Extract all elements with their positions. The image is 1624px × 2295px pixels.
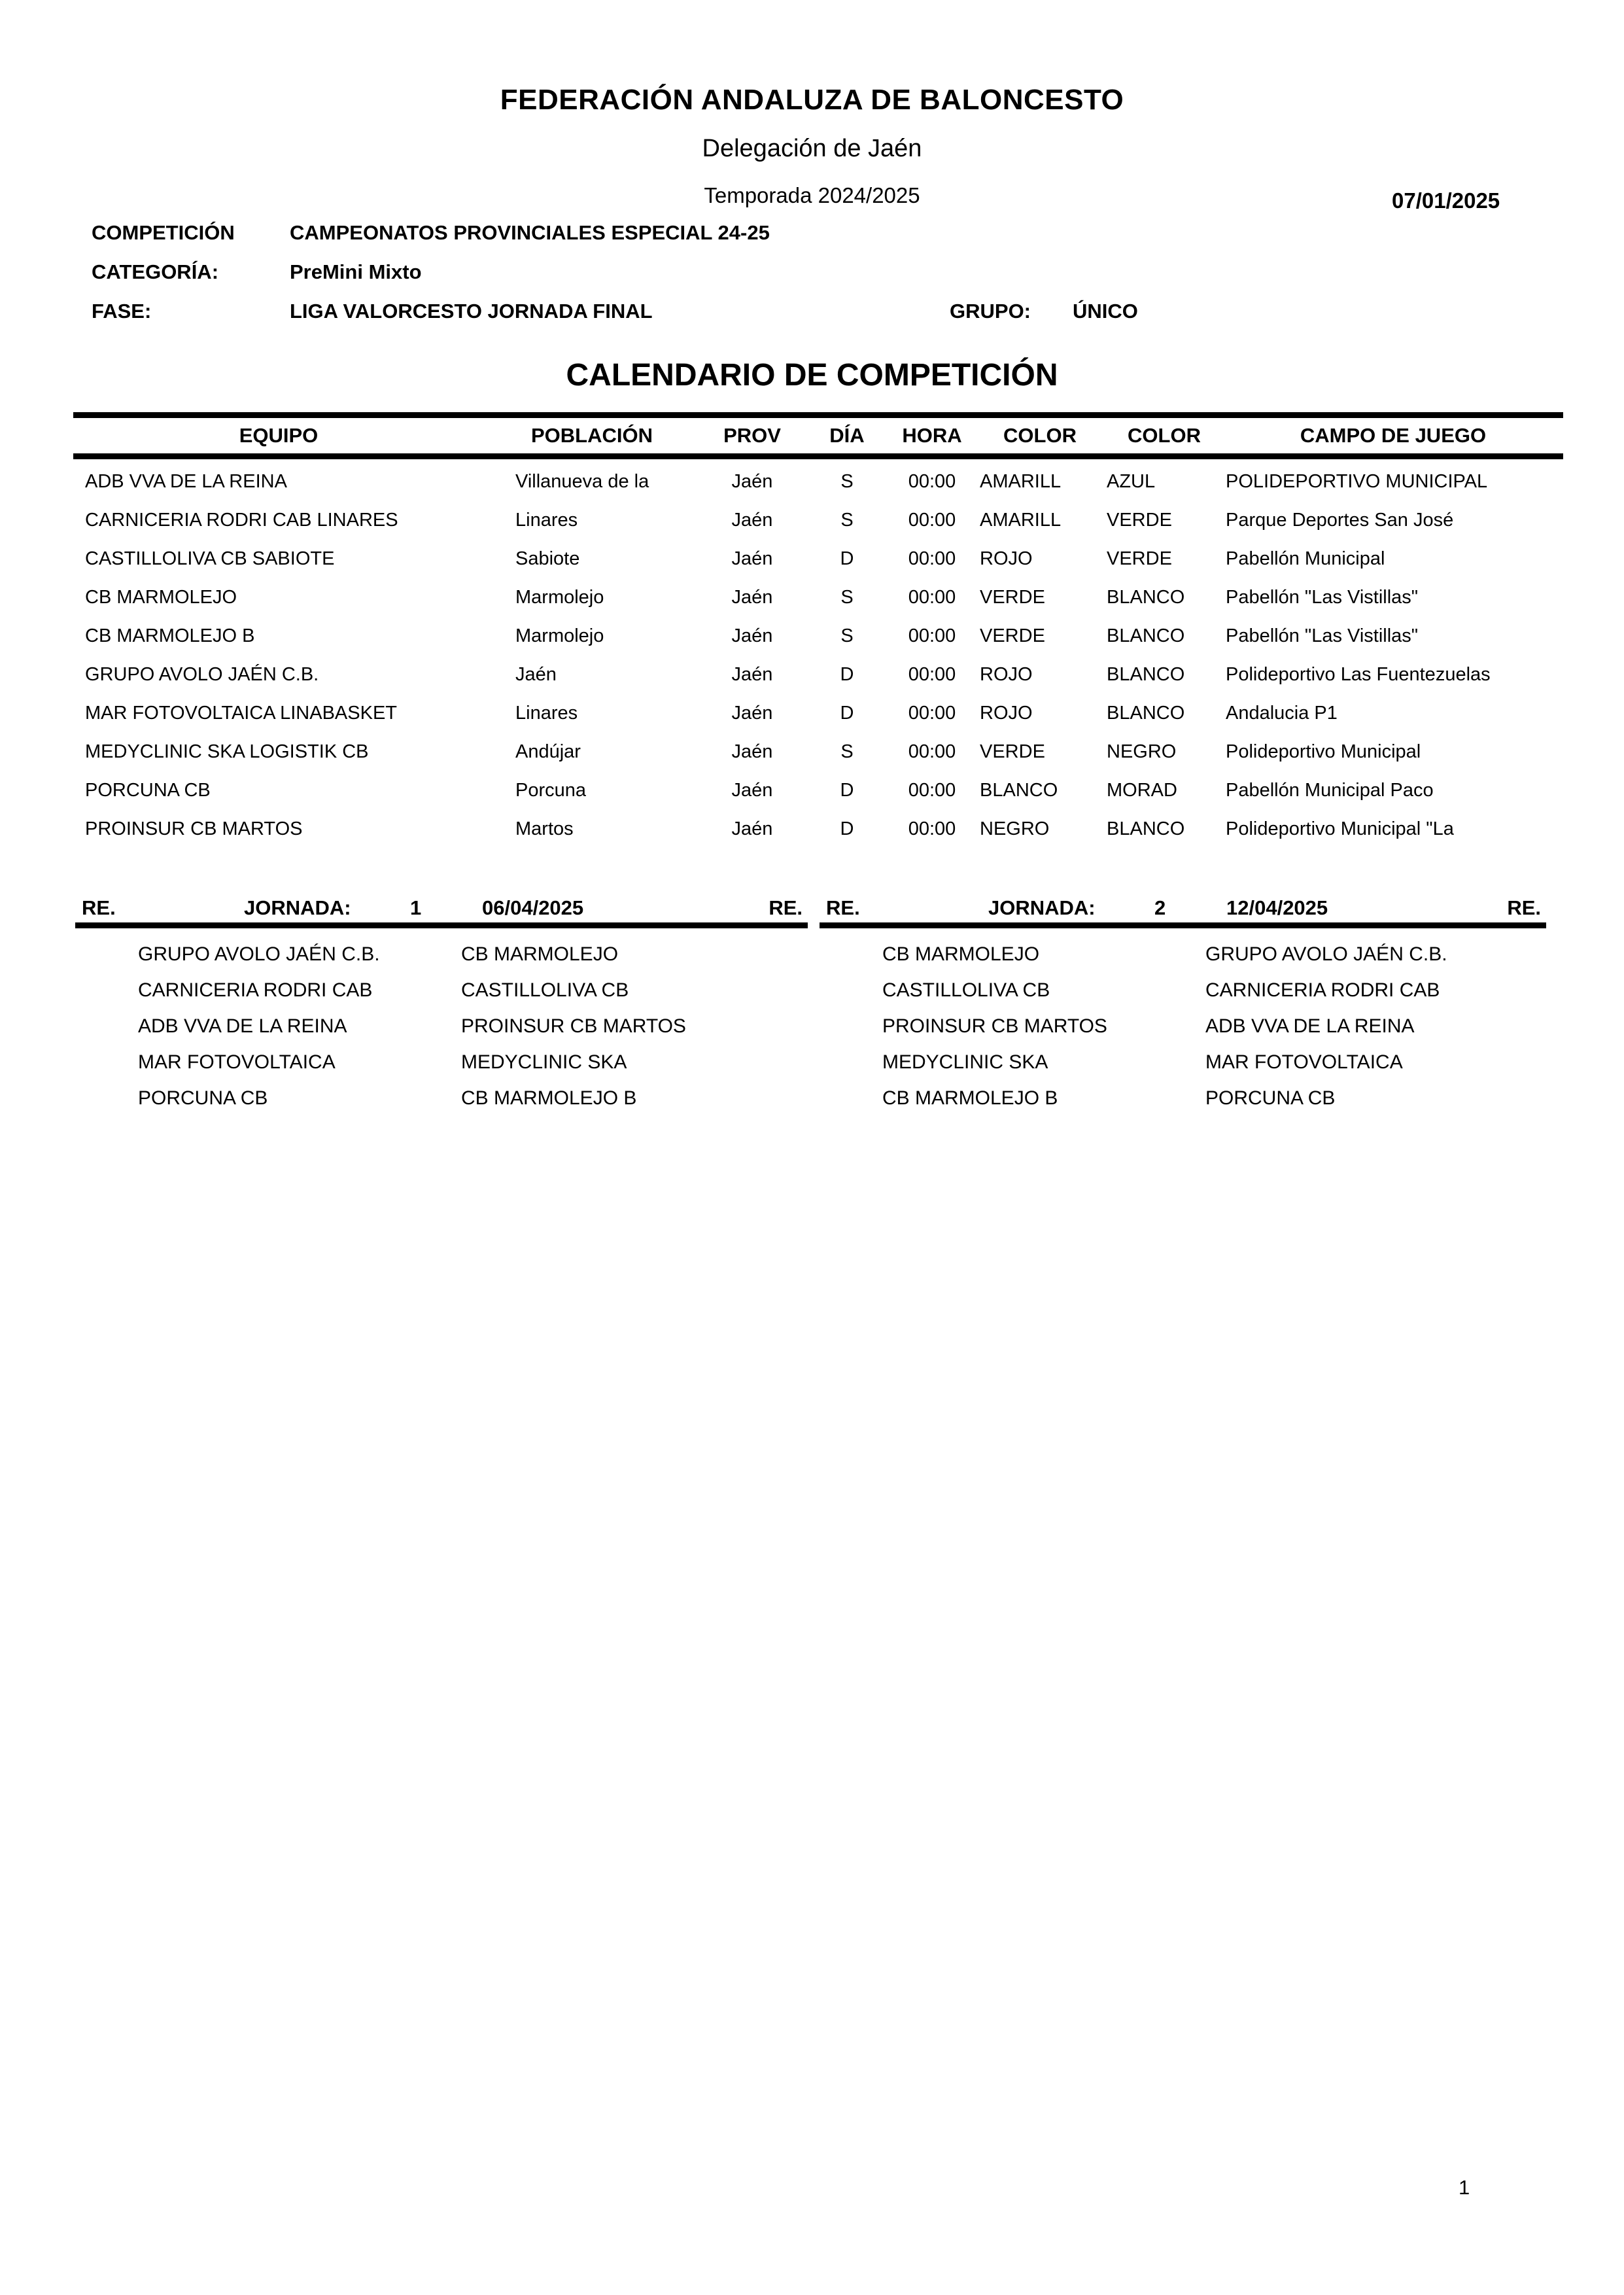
cell-color1: ROJO — [980, 703, 1033, 724]
away-team: MEDYCLINIC SKA — [461, 1051, 627, 1073]
table-row — [73, 578, 1563, 617]
cell-prov: Jaén — [731, 510, 773, 531]
cell-color2: VERDE — [1107, 510, 1172, 531]
cell-equipo: CARNICERIA RODRI CAB LINARES — [85, 510, 398, 531]
cell-hora: 00:00 — [908, 548, 956, 569]
cell-equipo: CB MARMOLEJO — [85, 587, 237, 608]
jornada-2-rule — [820, 922, 1546, 928]
match-row — [820, 1008, 1546, 1044]
cell-color2: BLANCO — [1107, 664, 1185, 685]
cell-prov: Jaén — [731, 703, 773, 724]
col-header-equipo: EQUIPO — [239, 424, 319, 447]
cell-dia: D — [840, 818, 854, 839]
jornada-1-header — [75, 896, 808, 922]
match-row — [75, 1044, 808, 1080]
col-header-campo: CAMPO DE JUEGO — [1300, 424, 1487, 447]
away-team: MAR FOTOVOLTAICA — [1205, 1051, 1403, 1073]
group-value: ÚNICO — [1073, 300, 1138, 323]
category-label: CATEGORÍA: — [92, 260, 219, 283]
cell-campo: Polideportivo Las Fuentezuelas — [1226, 664, 1491, 685]
jornada-1-rule — [75, 922, 808, 928]
table-row — [73, 810, 1563, 849]
home-team: CASTILLOLIVA CB — [882, 979, 1050, 1001]
match-row — [820, 972, 1546, 1008]
home-team: PROINSUR CB MARTOS — [882, 1015, 1107, 1037]
cell-equipo: MAR FOTOVOLTAICA LINABASKET — [85, 703, 397, 724]
result-column-label-left: RE. — [826, 896, 860, 919]
away-team: GRUPO AVOLO JAÉN C.B. — [1205, 943, 1447, 965]
phase-label: FASE: — [92, 300, 152, 323]
table-row — [73, 617, 1563, 656]
cell-equipo: CB MARMOLEJO B — [85, 625, 255, 646]
col-header-color2: COLOR — [1128, 424, 1201, 447]
cell-equipo: ADB VVA DE LA REINA — [85, 471, 287, 492]
cell-hora: 00:00 — [908, 664, 956, 685]
cell-dia: D — [840, 780, 854, 801]
cell-equipo: PORCUNA CB — [85, 780, 211, 801]
cell-dia: S — [840, 587, 854, 608]
cell-poblacion: Jaén — [515, 664, 557, 685]
cell-color2: AZUL — [1107, 471, 1156, 492]
cell-color1: VERDE — [980, 587, 1045, 608]
cell-campo: Parque Deportes San José — [1226, 510, 1454, 531]
cell-color1: ROJO — [980, 548, 1033, 569]
cell-color2: BLANCO — [1107, 625, 1185, 646]
cell-dia: S — [840, 510, 854, 531]
jornada-number: 2 — [1154, 896, 1166, 919]
home-team: MAR FOTOVOLTAICA — [138, 1051, 336, 1073]
cell-hora: 00:00 — [908, 741, 956, 762]
cell-color2: BLANCO — [1107, 818, 1185, 839]
teams-table — [73, 412, 1563, 849]
cell-campo: Pabellón Municipal Paco — [1226, 780, 1434, 801]
report-date: 07/01/2025 — [1392, 188, 1500, 213]
cell-prov: Jaén — [731, 548, 773, 569]
cell-color1: AMARILL — [980, 510, 1062, 531]
home-team: GRUPO AVOLO JAÉN C.B. — [138, 943, 380, 965]
match-row — [75, 1008, 808, 1044]
cell-color1: NEGRO — [980, 818, 1050, 839]
cell-poblacion: Linares — [515, 510, 578, 531]
cell-color1: VERDE — [980, 741, 1045, 762]
competition-label: COMPETICIÓN — [92, 221, 235, 244]
table-header-row — [73, 418, 1563, 453]
cell-color1: BLANCO — [980, 780, 1058, 801]
away-team: PORCUNA CB — [1205, 1087, 1336, 1109]
away-team: ADB VVA DE LA REINA — [1205, 1015, 1415, 1037]
match-row — [75, 972, 808, 1008]
result-column-label-right: RE. — [769, 896, 803, 919]
cell-prov: Jaén — [731, 587, 773, 608]
cell-color2: BLANCO — [1107, 703, 1185, 724]
group-label: GRUPO: — [950, 300, 1031, 323]
jornada-number: 1 — [410, 896, 422, 919]
page-number: 1 — [1459, 2176, 1470, 2199]
cell-prov: Jaén — [731, 471, 773, 492]
cell-prov: Jaén — [731, 741, 773, 762]
match-row — [820, 1044, 1546, 1080]
category-value: PreMini Mixto — [290, 260, 422, 283]
jornada-2-matches — [820, 928, 1546, 1116]
jornada-label: JORNADA: — [988, 896, 1096, 919]
table-header-rule — [73, 453, 1563, 459]
federation-title: FEDERACIÓN ANDALUZA DE BALONCESTO — [500, 84, 1124, 116]
cell-dia: S — [840, 741, 854, 762]
cell-poblacion: Villanueva de la — [515, 471, 649, 492]
away-team: CASTILLOLIVA CB — [461, 979, 629, 1001]
page-title: CALENDARIO DE COMPETICIÓN — [566, 358, 1058, 393]
cell-poblacion: Martos — [515, 818, 574, 839]
cell-poblacion: Porcuna — [515, 780, 587, 801]
home-team: ADB VVA DE LA REINA — [138, 1015, 347, 1037]
away-team: CARNICERIA RODRI CAB — [1205, 979, 1440, 1001]
season-line: Temporada 2024/2025 — [704, 183, 920, 207]
jornada-1-matches — [75, 928, 808, 1116]
cell-campo: Pabellón "Las Vistillas" — [1226, 587, 1419, 608]
match-row — [75, 936, 808, 972]
cell-hora: 00:00 — [908, 625, 956, 646]
table-body — [73, 459, 1563, 849]
cell-poblacion: Marmolejo — [515, 587, 604, 608]
col-header-hora: HORA — [902, 424, 962, 447]
away-team: CB MARMOLEJO B — [461, 1087, 637, 1109]
cell-dia: D — [840, 664, 854, 685]
result-column-label-left: RE. — [82, 896, 116, 919]
cell-poblacion: Andújar — [515, 741, 581, 762]
home-team: CARNICERIA RODRI CAB — [138, 979, 373, 1001]
cell-color1: AMARILL — [980, 471, 1062, 492]
away-team: PROINSUR CB MARTOS — [461, 1015, 686, 1037]
cell-color2: MORAD — [1107, 780, 1177, 801]
jornada-date: 12/04/2025 — [1226, 896, 1328, 919]
col-header-poblacion: POBLACIÓN — [531, 424, 653, 447]
table-row — [73, 694, 1563, 733]
competition-value: CAMPEONATOS PROVINCIALES ESPECIAL 24-25 — [290, 221, 770, 244]
table-row — [73, 771, 1563, 810]
cell-campo: Polideportivo Municipal — [1226, 741, 1421, 762]
cell-equipo: GRUPO AVOLO JAÉN C.B. — [85, 664, 319, 685]
cell-dia: S — [840, 471, 854, 492]
cell-prov: Jaén — [731, 664, 773, 685]
match-row — [75, 1080, 808, 1116]
away-team: CB MARMOLEJO — [461, 943, 619, 965]
match-row — [820, 1080, 1546, 1116]
table-row — [73, 501, 1563, 540]
jornada-label: JORNADA: — [244, 896, 351, 919]
cell-campo: Pabellón "Las Vistillas" — [1226, 625, 1419, 646]
jornada-1-block — [75, 896, 808, 1116]
table-row — [73, 656, 1563, 694]
cell-campo: Pabellón Municipal — [1226, 548, 1385, 569]
home-team: CB MARMOLEJO B — [882, 1087, 1058, 1109]
cell-dia: S — [840, 625, 854, 646]
home-team: PORCUNA CB — [138, 1087, 268, 1109]
cell-prov: Jaén — [731, 818, 773, 839]
cell-dia: D — [840, 548, 854, 569]
match-row — [820, 936, 1546, 972]
cell-prov: Jaén — [731, 780, 773, 801]
cell-color2: BLANCO — [1107, 587, 1185, 608]
cell-campo: POLIDEPORTIVO MUNICIPAL — [1226, 471, 1488, 492]
cell-hora: 00:00 — [908, 780, 956, 801]
cell-hora: 00:00 — [908, 703, 956, 724]
table-row — [73, 733, 1563, 771]
cell-hora: 00:00 — [908, 818, 956, 839]
cell-dia: D — [840, 703, 854, 724]
result-column-label-right: RE. — [1507, 896, 1541, 919]
col-header-dia: DÍA — [829, 424, 865, 447]
cell-hora: 00:00 — [908, 471, 956, 492]
col-header-color1: COLOR — [1003, 424, 1077, 447]
delegation-subtitle: Delegación de Jaén — [702, 135, 922, 162]
table-row — [73, 463, 1563, 501]
jornada-2-block — [820, 896, 1546, 1116]
jornada-date: 06/04/2025 — [482, 896, 584, 919]
home-team: MEDYCLINIC SKA — [882, 1051, 1048, 1073]
cell-color1: ROJO — [980, 664, 1033, 685]
cell-hora: 00:00 — [908, 510, 956, 531]
cell-equipo: CASTILLOLIVA CB SABIOTE — [85, 548, 335, 569]
cell-campo: Polideportivo Municipal "La — [1226, 818, 1454, 839]
cell-poblacion: Marmolejo — [515, 625, 604, 646]
cell-color1: VERDE — [980, 625, 1045, 646]
cell-color2: VERDE — [1107, 548, 1172, 569]
table-top-rule — [73, 412, 1563, 418]
cell-color2: NEGRO — [1107, 741, 1177, 762]
cell-campo: Andalucia P1 — [1226, 703, 1338, 724]
home-team: CB MARMOLEJO — [882, 943, 1040, 965]
cell-poblacion: Linares — [515, 703, 578, 724]
table-row — [73, 540, 1563, 578]
cell-equipo: MEDYCLINIC SKA LOGISTIK CB — [85, 741, 369, 762]
jornada-2-header — [820, 896, 1546, 922]
cell-poblacion: Sabiote — [515, 548, 580, 569]
phase-value: LIGA VALORCESTO JORNADA FINAL — [290, 300, 653, 323]
cell-hora: 00:00 — [908, 587, 956, 608]
cell-prov: Jaén — [731, 625, 773, 646]
cell-equipo: PROINSUR CB MARTOS — [85, 818, 303, 839]
col-header-prov: PROV — [723, 424, 781, 447]
